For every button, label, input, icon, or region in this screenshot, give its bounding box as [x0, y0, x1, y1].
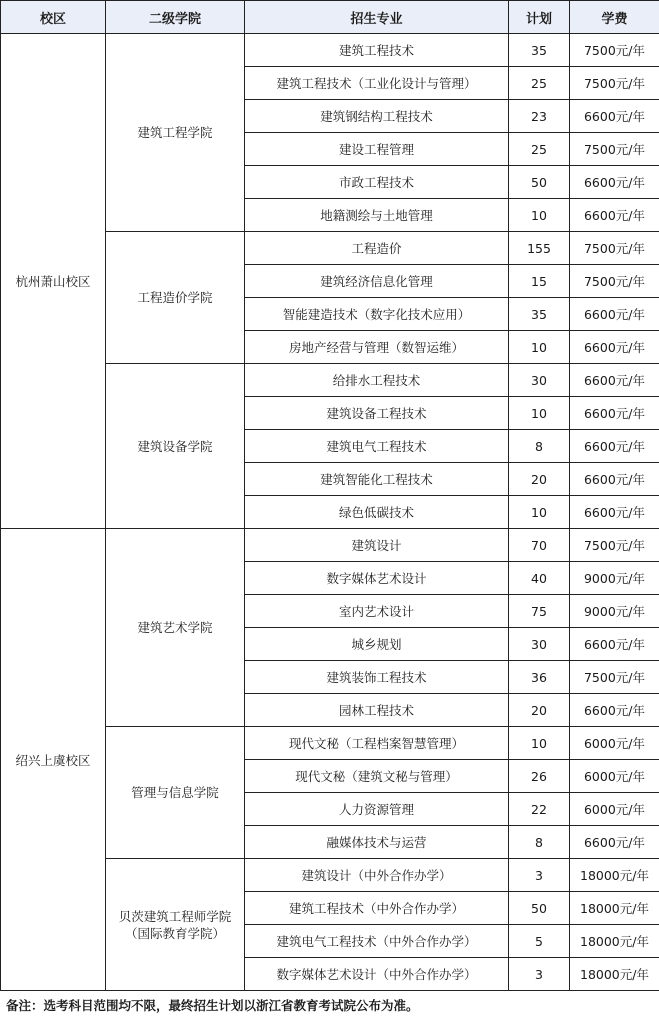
major-cell: 建筑工程技术（工业化设计与管理） — [245, 67, 509, 100]
plan-cell: 3 — [509, 958, 570, 991]
plan-cell: 3 — [509, 859, 570, 892]
fee-cell: 7500元/年 — [570, 529, 659, 562]
major-cell: 工程造价 — [245, 232, 509, 265]
major-cell: 建筑电气工程技术（中外合作办学） — [245, 925, 509, 958]
plan-cell: 10 — [509, 199, 570, 232]
major-cell: 建筑设计（中外合作办学） — [245, 859, 509, 892]
header-plan: 计划 — [509, 1, 570, 34]
plan-cell: 23 — [509, 100, 570, 133]
plan-cell: 30 — [509, 628, 570, 661]
header-college: 二级学院 — [106, 1, 245, 34]
plan-cell: 26 — [509, 760, 570, 793]
major-cell: 市政工程技术 — [245, 166, 509, 199]
major-cell: 建筑电气工程技术 — [245, 430, 509, 463]
major-cell: 建筑经济信息化管理 — [245, 265, 509, 298]
plan-cell: 25 — [509, 67, 570, 100]
fee-cell: 7500元/年 — [570, 661, 659, 694]
plan-cell: 5 — [509, 925, 570, 958]
fee-cell: 6000元/年 — [570, 760, 659, 793]
fee-cell: 18000元/年 — [570, 925, 659, 958]
table-row — [1, 529, 659, 562]
major-cell: 智能建造技术（数字化技术应用） — [245, 298, 509, 331]
fee-cell: 7500元/年 — [570, 232, 659, 265]
plan-cell: 70 — [509, 529, 570, 562]
plan-cell: 155 — [509, 232, 570, 265]
major-cell: 现代文秘（建筑文秘与管理） — [245, 760, 509, 793]
major-cell: 城乡规划 — [245, 628, 509, 661]
fee-cell: 7500元/年 — [570, 265, 659, 298]
plan-cell: 15 — [509, 265, 570, 298]
fee-cell: 9000元/年 — [570, 595, 659, 628]
major-cell: 绿色低碳技术 — [245, 496, 509, 529]
fee-cell: 7500元/年 — [570, 133, 659, 166]
fee-cell: 6600元/年 — [570, 199, 659, 232]
header-row — [1, 1, 659, 34]
plan-cell: 75 — [509, 595, 570, 628]
fee-cell: 6000元/年 — [570, 727, 659, 760]
plan-cell: 20 — [509, 694, 570, 727]
major-cell: 地籍测绘与土地管理 — [245, 199, 509, 232]
plan-cell: 50 — [509, 892, 570, 925]
plan-cell: 22 — [509, 793, 570, 826]
major-cell: 建筑工程技术 — [245, 34, 509, 67]
major-cell: 房地产经营与管理（数智运维） — [245, 331, 509, 364]
major-cell: 室内艺术设计 — [245, 595, 509, 628]
major-cell: 建筑设计 — [245, 529, 509, 562]
major-cell: 融媒体技术与运营 — [245, 826, 509, 859]
plan-cell: 35 — [509, 34, 570, 67]
fee-cell: 18000元/年 — [570, 859, 659, 892]
major-cell: 建筑设备工程技术 — [245, 397, 509, 430]
fee-cell: 6600元/年 — [570, 826, 659, 859]
header-campus: 校区 — [1, 1, 106, 34]
fee-cell: 6000元/年 — [570, 793, 659, 826]
fee-cell: 6600元/年 — [570, 364, 659, 397]
plan-cell: 10 — [509, 727, 570, 760]
campus-cell: 绍兴上虞校区 — [1, 529, 106, 991]
fee-cell: 7500元/年 — [570, 67, 659, 100]
campus-cell: 杭州萧山校区 — [1, 34, 106, 529]
major-cell: 给排水工程技术 — [245, 364, 509, 397]
fee-cell: 18000元/年 — [570, 958, 659, 991]
major-cell: 数字媒体艺术设计（中外合作办学） — [245, 958, 509, 991]
major-cell: 园林工程技术 — [245, 694, 509, 727]
fee-cell: 6600元/年 — [570, 430, 659, 463]
plan-cell: 25 — [509, 133, 570, 166]
college-cell: 建筑工程学院 — [106, 34, 245, 232]
major-cell: 人力资源管理 — [245, 793, 509, 826]
fee-cell: 6600元/年 — [570, 397, 659, 430]
major-cell: 数字媒体艺术设计 — [245, 562, 509, 595]
fee-cell: 18000元/年 — [570, 892, 659, 925]
table-header — [1, 1, 659, 34]
plan-cell: 40 — [509, 562, 570, 595]
major-cell: 建筑钢结构工程技术 — [245, 100, 509, 133]
table-row — [1, 34, 659, 67]
major-cell: 建设工程管理 — [245, 133, 509, 166]
header-major: 招生专业 — [245, 1, 509, 34]
fee-cell: 6600元/年 — [570, 694, 659, 727]
fee-cell: 6600元/年 — [570, 298, 659, 331]
plan-cell: 35 — [509, 298, 570, 331]
table-body — [1, 34, 659, 991]
plan-cell: 10 — [509, 331, 570, 364]
college-cell: 建筑设备学院 — [106, 364, 245, 529]
fee-cell: 6600元/年 — [570, 100, 659, 133]
major-cell: 建筑装饰工程技术 — [245, 661, 509, 694]
plan-cell: 36 — [509, 661, 570, 694]
plan-cell: 8 — [509, 826, 570, 859]
header-fee: 学费 — [570, 1, 659, 34]
fee-cell: 6600元/年 — [570, 331, 659, 364]
plan-cell: 30 — [509, 364, 570, 397]
major-cell: 建筑工程技术（中外合作办学） — [245, 892, 509, 925]
plan-cell: 10 — [509, 496, 570, 529]
college-cell: 管理与信息学院 — [106, 727, 245, 859]
footnote: 备注：选考科目范围均不限，最终招生计划以浙江省教育考试院公布为准。 — [6, 998, 419, 1013]
college-cell: 工程造价学院 — [106, 232, 245, 364]
plan-cell: 8 — [509, 430, 570, 463]
fee-cell: 6600元/年 — [570, 166, 659, 199]
fee-cell: 6600元/年 — [570, 496, 659, 529]
plan-cell: 50 — [509, 166, 570, 199]
plan-cell: 20 — [509, 463, 570, 496]
plan-cell: 10 — [509, 397, 570, 430]
fee-cell: 6600元/年 — [570, 628, 659, 661]
major-cell: 现代文秘（工程档案智慧管理） — [245, 727, 509, 760]
college-cell: 贝茨建筑工程师学院 （国际教育学院） — [106, 859, 245, 991]
college-cell: 建筑艺术学院 — [106, 529, 245, 727]
fee-cell: 6600元/年 — [570, 463, 659, 496]
major-cell: 建筑智能化工程技术 — [245, 463, 509, 496]
fee-cell: 9000元/年 — [570, 562, 659, 595]
fee-cell: 7500元/年 — [570, 34, 659, 67]
